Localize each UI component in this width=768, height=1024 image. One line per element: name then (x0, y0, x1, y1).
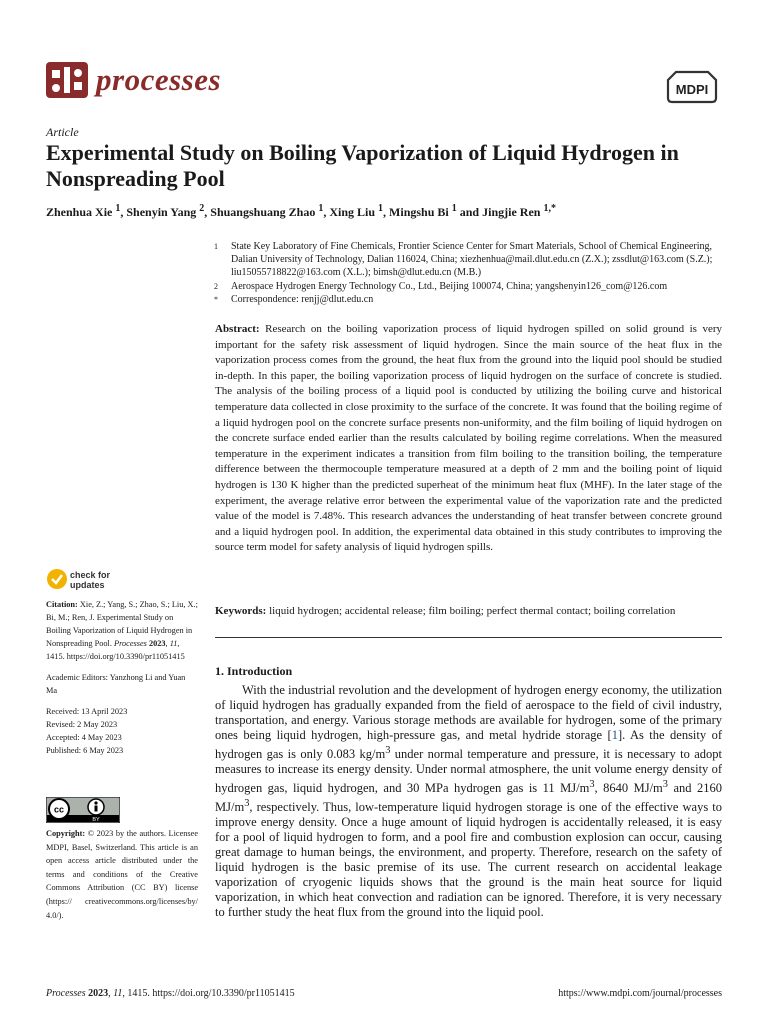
author-name: Zhenhua Xie (46, 205, 113, 219)
affiliation-item: 1 State Key Laboratory of Fine Chemicals, Frontier Science Center for Smart Materials, School of Chemical Engineering, Dalian University of Technology, Dalian 116024, China; xiezhenhua@mail.dlut.edu.cn (Z.X.); zssdlut@163.com (S.Z.); liu15055718822@163.com (X.L.); bimsh@dlut.edu.cn (M.B.) (214, 241, 713, 279)
svg-text:MDPI: MDPI (675, 82, 709, 97)
section-heading: 1. Introduction (215, 664, 293, 678)
keywords-text: liquid hydrogen; accidental release; film boiling; perfect thermal contact; boiling correlation (269, 605, 676, 617)
article-type: Article (46, 125, 79, 139)
svg-text:cc: cc (53, 804, 65, 815)
abstract-text: Research on the boiling vaporization process of liquid hydrogen spilled on solid ground is very important for the safety risk assessment of liquid hydrogen. Since the main source of the heat flux in the vaporization process comes from the ground, the heat flux from the ground into the liquid pool should be studied in-depth. In this paper, the boiling vaporization process of liquid hydrogen on the surface of concrete is studied. The analysis of the boiling process of a liquid pool is conducted by utilizing the boiling curve and historical temperature data collected in close proximity to the surface of the concrete. It was found that the boiling regime of a liquid hydrogen pool on the concrete surface presents non-uniformity, and the film boiling of liquid hydrogen on the concrete surface ended earlier than the results calculated by boiling regime correlations. When the measured temperature in the experiment indicates a transition from film boiling to the transition boiling, the temperature difference between the thermocouple temperature measured at a depth of 2 mm and the boiling point of liquid hydrogen is 130 K higher than the predicted superheat of the minimum heat flux (MHF). In the later stage of the experiment, the average relative error between the experimental value of the vaporization rate and the predicted value of the model is 7.48%. This research advances the understanding of heat transfer between concrete ground and a liquid hydrogen pool. In addition, the experimental data obtained in this study contributes to improving the source term model for safety analysis of liquid hydrogen spills. (215, 323, 722, 554)
author-name: Shuangshuang Zhao (210, 205, 316, 219)
intro-paragraph: With the industrial revolution and the development of hydrogen energy economy, the utilization of liquid hydrogen has gradually expanded from the field of aerospace to the field of civil industry, transportation, and energy. Various storage methods are available for hydrogen, some of the primary ones being liquid hydrogen, high-pressure gas, and metal hydride storage [1]. As the density of hydrogen gas is only 0.083 $kg/m^3$ under normal temperature and pressure, it is necessary to adopt measures to increase its energy density. Under normal atmosphere, the unit volume energy density of hydrogen gas, liquid hydrogen, and 30 MPa hydrogen gas is 11 $MJ/m^3$, 8640 $MJ/m^3$ and 2160 $MJ/m^3$, respectively. Thus, low-temperature liquid hydrogen storage is one of the effective ways to improve energy density. Once a huge amount of liquid hydrogen is accidentally released, it is easy for a pool of liquid hydrogen to form, and a pool fire and combustion explosion can occur, causing great damage to human beings, the environment, and property. Therefore, research on the safety of liquid hydrogen is the basic premise of its use. The current research on accidental leakage vaporization of cryogenic liquids shows that the ground is the main heat source for liquid vaporization, in which heat convection and radiation can be ignored. Therefore, it is very necessary to further study the heat flux from the ground into the liquid pool. (215, 683, 722, 920)
author-name: Jingjie Ren (482, 205, 541, 219)
academic-editors: Academic Editors: Yanzhong Li and Yuan Ma (46, 673, 186, 695)
keywords (215, 604, 722, 619)
abstract-label: Abstract: (215, 323, 260, 335)
svg-text:BY: BY (92, 817, 100, 823)
copyright-notice: Copyright: © 2023 by the authors. Licensee MDPI, Basel, Switzerland. This article is an open access article distributed under the terms and conditions of the Creative Commons Attribution (CC BY) license (https:// creativecommons.org/licenses/by/ 4.0/). (46, 829, 199, 920)
check-for-updates-badge[interactable]: check for updates (46, 568, 126, 592)
journal-name: processes (96, 62, 222, 97)
cc-by-license-icon[interactable] (46, 797, 120, 823)
keywords-label: Keywords: (215, 605, 267, 617)
abstract (215, 322, 722, 556)
author-list: Zhenhua Xie $^1$, Shenyin Yang $^2$, Shuangshuang Zhao $^1$, Xing Liu $^1$, Mingshu Bi $^1$ and Jingjie Ren $^{1,*}$ (46, 203, 556, 219)
footer-citation: Processes 2023, 11, 1415. https://doi.org/10.3390/pr11051415 (46, 988, 295, 999)
author-name: Shenyin Yang (126, 205, 197, 219)
citation-link[interactable]: 1 (611, 728, 618, 742)
article-info-sidebar (46, 598, 198, 757)
publication-dates: Received: 13 April 2023 Revised: 2 May 2023 Accepted: 4 May 2023 Published: 6 May 2023 (46, 707, 128, 755)
article-title: Experimental Study on Boiling Vaporization of Liquid Hydrogen in Nonspreading Pool (46, 140, 679, 191)
author-name: Xing Liu (329, 205, 376, 219)
affiliation-item: 2 Aerospace Hydrogen Energy Technology Co., Ltd., Beijing 100074, China; yangshenyin126_com@126.com (214, 280, 668, 292)
check-updates-icon (46, 568, 68, 590)
correspondence: * Correspondence: renjj@dlut.edu.cn (214, 293, 374, 305)
publisher-logo (664, 70, 718, 104)
section-divider (215, 637, 722, 638)
affiliations (214, 240, 724, 306)
citation: Citation: Xie, Z.; Yang, S.; Zhao, S.; Liu, X.; Bi, M.; Ren, J. Experimental Study on Boiling Vaporization of Liquid Hydrogen in Nonspreading Pool. Processes 2023, 11, 1415. https://doi.org/10.3390/pr11051415 (46, 600, 198, 661)
journal-logo (46, 62, 88, 98)
footer-journal-url[interactable]: https://www.mdpi.com/journal/processes (558, 988, 722, 999)
author-name: Mingshu Bi (389, 205, 449, 219)
